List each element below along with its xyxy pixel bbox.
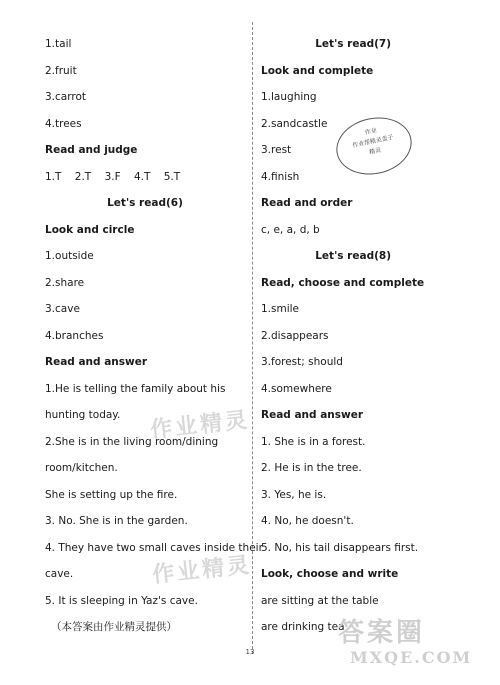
answer-line: 3.forest; should: [261, 356, 343, 368]
answer-line: 4.trees: [45, 117, 82, 130]
answer-line: 2.share: [45, 276, 85, 289]
answer-line: 2. He is in the tree.: [261, 462, 362, 474]
source-note: （本答案由作业精灵提供）: [51, 621, 177, 633]
column-divider: [252, 22, 253, 654]
answer-line: 4.branches: [45, 329, 104, 342]
answer-line: are drinking tea: [261, 621, 345, 633]
lesson-title: Let's read(6): [107, 197, 183, 209]
answer-line: hunting today.: [45, 409, 121, 421]
left-column: [45, 31, 263, 641]
lesson-title: Let's read(8): [315, 250, 391, 262]
watermark: 作业精灵: [151, 551, 254, 589]
section-heading: Read, choose and complete: [261, 276, 425, 289]
answer-line: 4. They have two small caves inside their: [45, 541, 263, 554]
answer-line: 1.smile: [261, 303, 300, 315]
section-heading: Read and answer: [261, 409, 364, 421]
answer-line: 5. It is sleeping in Yaz's cave.: [45, 594, 198, 607]
answer-line: 4. No, he doesn't.: [261, 515, 354, 527]
answer-line: 1. She is in a forest.: [261, 435, 366, 448]
watermark-url: MXQE.COM: [350, 648, 473, 667]
answer-line: 2.sandcastle: [261, 117, 328, 130]
answer-line: 4.finish: [261, 170, 300, 183]
answer-line: room/kitchen.: [45, 462, 118, 474]
section-heading: Read and judge: [45, 144, 138, 156]
answer-line: 3. No. She is in the garden.: [45, 515, 188, 527]
answer-line: 3. Yes, he is.: [261, 488, 327, 501]
answer-line: cave.: [45, 568, 74, 580]
answer-line: 3.carrot: [45, 91, 86, 103]
section-heading: Read and answer: [45, 356, 148, 368]
section-heading: Read and order: [261, 197, 353, 209]
answer-line: 1.T 2.T 3.F 4.T 5.T: [45, 170, 181, 183]
answer-line: She is setting up the fire.: [45, 488, 178, 501]
answer-line: 1.outside: [45, 250, 94, 262]
answer-line: 2.She is in the living room/dining: [45, 435, 219, 448]
answer-line: 3.rest: [261, 144, 292, 156]
section-heading: Look, choose and write: [261, 568, 399, 580]
answer-line: 5. No, his tail disappears first.: [261, 541, 419, 554]
lesson-title: Let's read(7): [315, 38, 391, 50]
page-number: 13: [245, 648, 255, 656]
watermark: 作业精灵: [149, 406, 252, 444]
answer-line: 2.disappears: [261, 329, 329, 342]
answer-line: c, e, a, d, b: [261, 223, 320, 236]
answer-line: are sitting at the table: [261, 594, 379, 607]
answer-line: 2.fruit: [45, 64, 77, 77]
answer-line: 1.tail: [45, 38, 72, 50]
answer-line: 1.laughing: [261, 91, 317, 103]
stamp-line: 作业帮精灵盖子: [351, 133, 395, 150]
section-heading: Look and complete: [261, 64, 374, 77]
stamp-line: 作业: [364, 127, 378, 137]
answer-line: 3.cave: [45, 303, 80, 315]
answer-line: 1.He is telling the family about his: [45, 382, 226, 395]
section-heading: Look and circle: [45, 223, 135, 236]
watermark-logo: 答案圈: [338, 618, 426, 648]
answer-line: 4.somewhere: [261, 382, 332, 395]
stamp-line: 精灵: [368, 146, 382, 157]
